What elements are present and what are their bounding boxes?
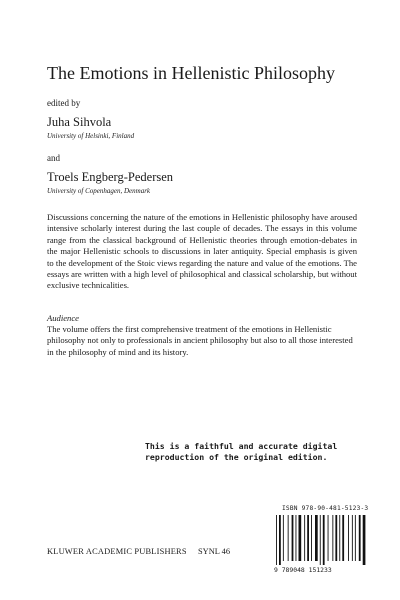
audience-heading: Audience	[47, 313, 79, 323]
barcode-bar	[296, 515, 297, 561]
barcode-graphic	[274, 515, 370, 565]
editor-affiliation: University of Copenhagen, Denmark	[47, 187, 151, 195]
barcode-bar	[355, 515, 356, 561]
barcode-bar	[335, 515, 337, 561]
editor-name: Juha Sihvola	[47, 115, 112, 129]
barcode-bar	[279, 515, 281, 565]
barcode-bar	[304, 515, 305, 561]
reproduction-notice	[145, 441, 338, 463]
barcode-bar	[328, 515, 329, 561]
editor-name: Troels Engberg-Pedersen	[47, 170, 174, 184]
isbn-label: ISBN 978-90-481-5123-3	[282, 505, 369, 512]
series-number: SYNL 46	[198, 547, 231, 556]
barcode-bar	[283, 515, 284, 561]
barcode-bar	[320, 515, 321, 565]
barcode-bar	[315, 515, 318, 561]
barcode-bar	[363, 515, 366, 565]
barcode-digits: 9 789048 151233	[274, 566, 332, 574]
book-title: The Emotions in Hellenistic Philosophy	[47, 63, 335, 83]
barcode-bar	[342, 515, 344, 561]
barcode-bar	[359, 515, 361, 561]
barcode-bar	[339, 515, 340, 561]
and-label: and	[47, 153, 60, 163]
publisher-name: KLUWER ACADEMIC PUBLISHERS	[47, 547, 187, 556]
barcode-bar	[332, 515, 333, 561]
edited-by-label: edited by	[47, 98, 81, 108]
book-description: Discussions concerning the nature of the emotions in Hellenistic philosophy have aroused intensive scholarly interest during the last couple of decades. The essays in this volume range from the classical background of Hellenistic theories through emotion-debates in the major Hellenistic schools to discussions in later antiquity. Special emphasis is given to the development of the Stoic views regarding the nature and value of the emotions. The essays are written with a high level of philosophical and classical scholarship, but without exclusive technicalities.	[47, 212, 357, 291]
barcode-bar	[352, 515, 353, 561]
barcode-bar	[307, 515, 309, 561]
barcode-bar	[311, 515, 312, 561]
barcode-bar	[276, 515, 277, 565]
barcode-bar	[299, 515, 302, 561]
barcode-bar	[348, 515, 349, 561]
reproduction-notice-line: reproduction of the original edition.	[145, 452, 328, 462]
barcode	[274, 515, 370, 565]
audience-text: The volume offers the first comprehensive treatment of the emotions in Hellenistic philosophy not only to professionals in ancient philosophy but also to all those interested in the philosophy of mind and its history.	[47, 324, 353, 357]
barcode-bar	[288, 515, 289, 561]
editor-affiliation: University of Helsinki, Finland	[47, 132, 135, 140]
barcode-bar	[292, 515, 294, 561]
reproduction-notice-line: This is a faithful and accurate digital	[145, 441, 338, 451]
barcode-bar	[323, 515, 325, 565]
